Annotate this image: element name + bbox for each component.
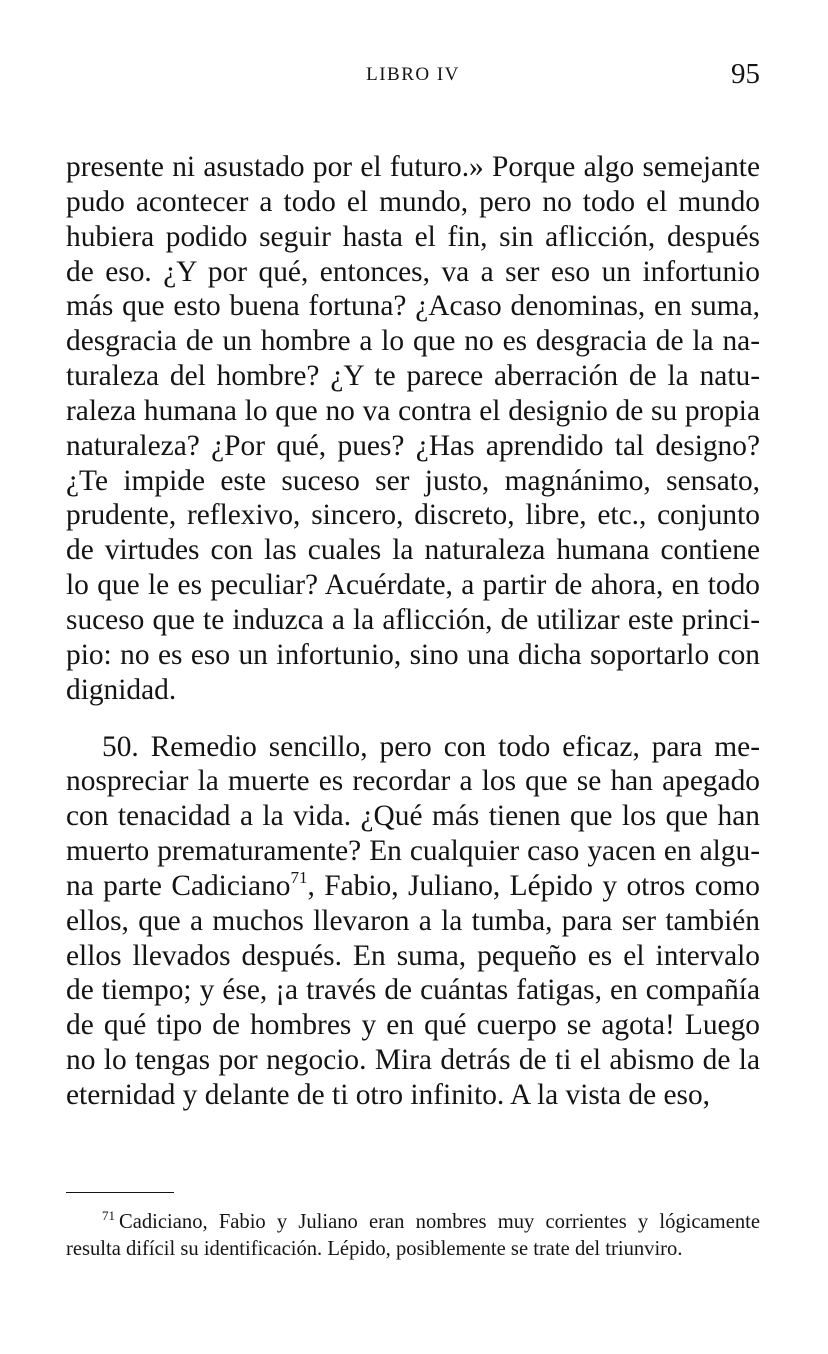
page-number: 95 [731,58,760,90]
footnote-text: Cadiciano, Fabio y Juliano eran nombres muy corrientes y lógicamente resulta difícil su identificación. Lépido, posiblemente se trate del triunviro. [66,1211,760,1260]
paragraph: presente ni asustado por el futuro.» Porque algo semejante pudo acontecer a todo el mundo, pero no todo el mundo hubiera podido seguir hasta el fin, sin aflicción, después de eso. ¿Y por qué, entonces, va a ser eso un infortunio más que esto buena fortuna? ¿Acaso denominas, en suma, desgracia de un hombre a lo que no es desgracia de la naturaleza del hombre? ¿Y te parece aberración de la naturaleza humana lo que no va contra el designio de su propia naturaleza? ¿Por qué, pues? ¿Has aprendido tal designo? ¿Te impide este suceso ser justo, magnánimo, sensato, prudente, reflexivo, sincero, discreto, libre, etc., conjunto de virtudes con las cuales la naturaleza humana contiene lo que le es peculiar? Acuérdate, a partir de ahora, en todo suceso que te induzca a la aflicción, de utilizar este principio: no es eso un infortunio, sino una dicha soportarlo con dignidad. [66,151,760,706]
paragraph-text: , Fabio, Juliano, Lépido y otros como ellos, que a muchos llevaron a la tumba, para ser también ellos llevados después. En suma, pequeño es el intervalo de tiempo; y ése, ¡a través de cuántas fatigas, en compañía de qué tipo de hombres y en qué cuerpo se agota! Luego no lo tengas por negocio. Mira detrás de ti el abismo de la eternidad y delante de ti otro infinito. A la vista de eso, [66,869,760,1111]
footnote-number: 71 [102,1208,115,1223]
running-title: LIBRO IV [366,64,460,85]
paragraph-section-50 [66,730,760,1113]
paragraph-text: 50. Remedio sencillo, pero con todo eficaz, para menospreciar la muerte es recordar a los que se han apegado con tenacidad a la vida. ¿Qué más tienen que los que han muerto prematuramente? En cualquier caso yacen en alguna parte Cadiciano [66,730,760,902]
footnote-divider [66,1192,174,1193]
running-head [66,58,760,98]
footnotes [66,1209,760,1262]
footnote-reference: 71 [290,867,308,887]
main-text [66,150,760,1113]
footnote [66,1209,760,1262]
